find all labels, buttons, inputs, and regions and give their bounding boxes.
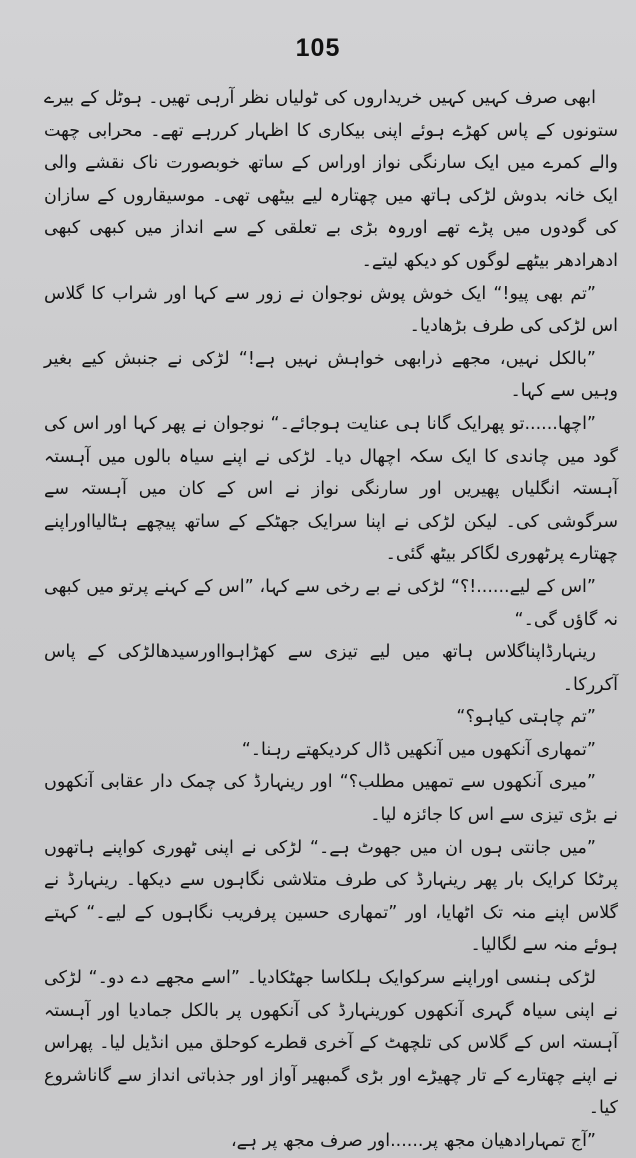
page-number: 105 (295, 34, 341, 62)
paragraph-10: ”میں جانتی ہوں ان میں جھوٹ ہے۔“ لڑکی نے اپنی ٹھوری کواپنے ہاتھوں پرٹکا کرایک بار پھر رینہارڈ کی طرف متلاشی نگاہوں سے دیکھا۔ رینہارڈ نے گلاس اپنے منہ تک اٹھایا، اور ”تمھاری حسین پرفریب نگاہوں کے لیے۔“ کہتے ہوئے منہ سے لگالیا۔ (44, 837, 618, 956)
paragraph-8: ”تمھاری آنکھوں میں آنکھیں ڈال کردیکھتے رہنا۔“ (241, 739, 596, 760)
paragraph-4: ”اچھا......تو پھرایک گانا ہی عنایت ہوجائے۔“ نوجوان نے پھر کہا اور اس کی گود میں چاندی کا ایک سکہ اچھال دیا۔ لڑکی نے اپنے سیاہ بالوں میں آہستہ آہستہ انگلیاں پھیریں اور سارنگی نواز نے اس کے کان میں آہستہ سے سرگوشی کی۔ لیکن لڑکی نے اپنا سرایک جھٹکے کے ساتھ پیچھے ہٹالیااوراپنے چھتارے پرٹھوری لگاکر بیٹھ گئی۔ (44, 413, 618, 565)
paragraph-2: ”تم بھی پیو!“ ایک خوش پوش نوجوان نے زور سے کہا اور شراب کا گلاس اس لڑکی کی طرف بڑھادیا۔ (44, 283, 618, 337)
paragraph-3: ”بالکل نہیں، مجھے ذرابھی خواہش نہیں ہے!“ لڑکی نے جنبش کیے بغیر وہیں سے کہا۔ (44, 348, 618, 402)
paragraph-5: ”اس کے لیے......!؟“ لڑکی نے بے رخی سے کہا، ”اس کے کہنے پرتو میں کبھی نہ گاؤں گی۔“ (44, 576, 618, 630)
paragraph-9: ”میری آنکھوں سے تمھیں مطلب؟“ اور رینہارڈ کی چمک دار عقابی آنکھوں نے بڑی تیزی سے اس کا جائزہ لیا۔ (44, 772, 618, 826)
paragraph-12: ”آج تمہارادھیان مجھ پر......اور صرف مجھ پر ہے، (231, 1131, 596, 1151)
paragraph-7: ”تم چاہتی کیاہو؟“ (456, 707, 596, 728)
paragraph-11: لڑکی ہنسی اوراپنے سرکوایک ہلکاسا جھٹکادیا۔ ”اسے مجھے دے دو۔“ لڑکی نے اپنی سیاہ گہری آنکھوں کورینہارڈ کی آنکھوں پر بالکل جمادیا اور آہستہ آہستہ اس کے گلاس کی تلچھٹ کے آخری قطرے کوحلق میں انڈیل لیا۔ پھراس نے اپنے چھتارے کے تار چھیڑے اور بڑی گمبھیر آواز اور جذباتی انداز سے گاناشروع کیا۔ (44, 968, 618, 1119)
paragraph-1: ابھی صرف کہیں کہیں خریداروں کی ٹولیاں نظر آرہی تھیں۔ ہوٹل کے بیرے ستونوں کے پاس کھڑے ہوئے اپنی بیکاری کا اظہار کررہے تھے۔ محرابی چھت والے کمرے میں ایک سارنگی نواز اوراس کے ساتھ خوبصورت ناک نقشے والی ایک خانہ بدوش لڑکی ہاتھ میں چھتارہ لیے بیٹھی تھی۔ موسیقاروں کے سازان کی گودوں میں پڑے تھے اوروہ بڑی بے تعلقی کے سے انداز میں کبھی کبھی ادھرادھر بیٹھے لوگوں کو دیکھ لیتے۔ (44, 88, 618, 271)
paragraph-6: رینہارڈاپناگلاس ہاتھ میں لیے تیزی سے کھڑاہوااورسیدھالڑکی کے پاس آکررکا۔ (44, 642, 618, 695)
body-text (44, 82, 618, 1158)
